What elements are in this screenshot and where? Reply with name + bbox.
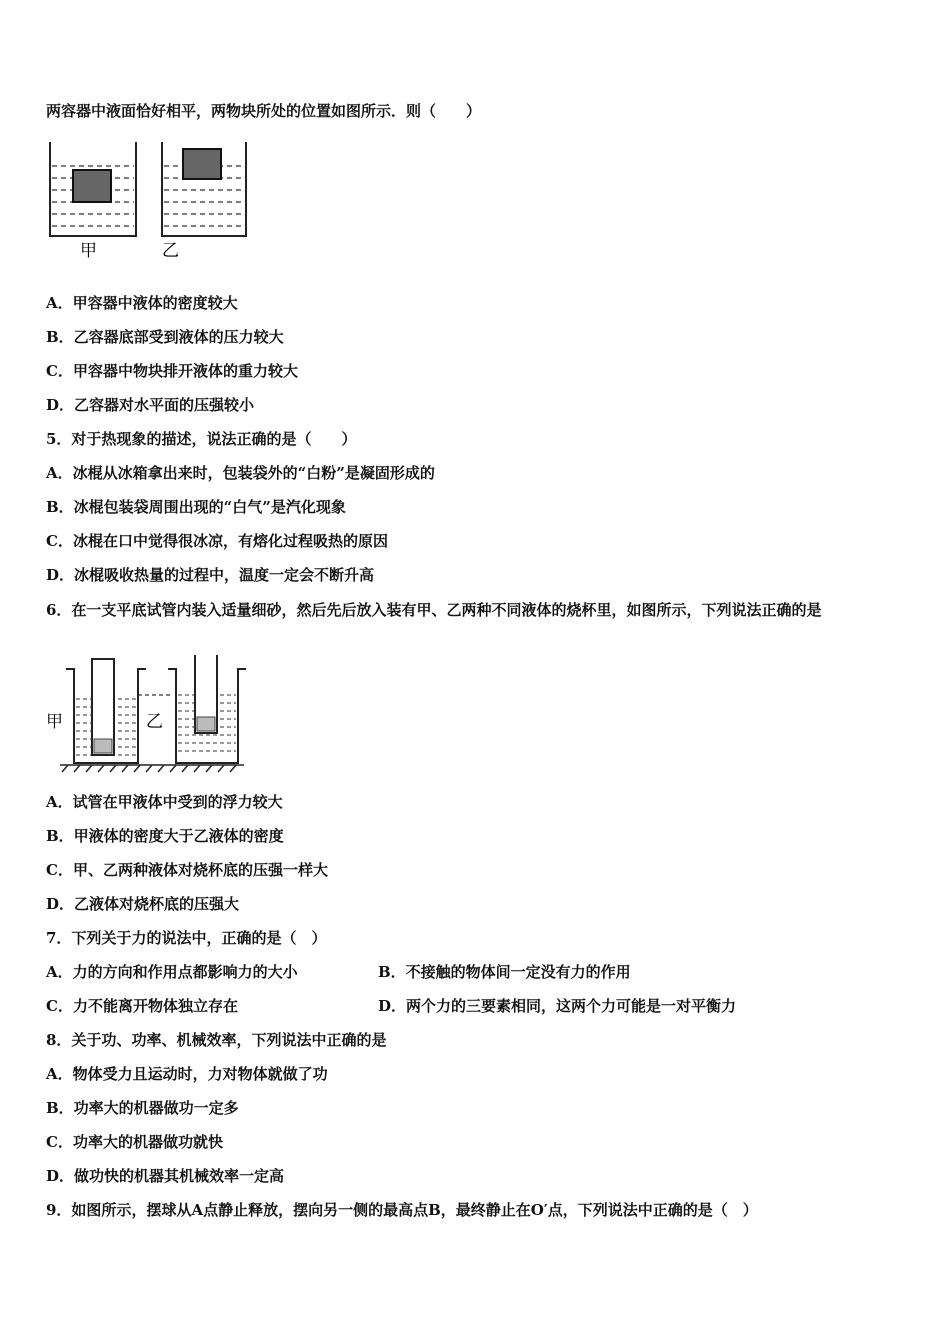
q6-option-d: D．乙液体对烧杯底的压强大 [46, 895, 240, 913]
q8-option-a: A．物体受力且运动时，力对物体就做了功 [46, 1065, 328, 1083]
q7-option-c: C．力不能离开物体独立存在 [46, 997, 238, 1015]
question-9-stem: 9．如图所示，摆球从A点静止释放，摆向另一侧的最高点B，最终静止在O′点，下列说法中正确的是（ ） [46, 1201, 758, 1219]
block-jia [73, 170, 111, 202]
q4-option-c: C．甲容器中物块排开液体的重力较大 [46, 362, 298, 380]
q5-option-c: C．冰棍在口中觉得很冰凉，有熔化过程吸热的原因 [46, 532, 388, 550]
block-yi [183, 149, 221, 179]
label-jia-2: 甲 [46, 712, 63, 732]
q4-option-b: B．乙容器底部受到液体的压力较大 [46, 328, 284, 346]
q4-option-d: D．乙容器对水平面的压强较小 [46, 396, 255, 414]
q7-option-b: B．不接触的物体间一定没有力的作用 [378, 963, 631, 981]
sand-yi [197, 717, 215, 731]
sand-jia [94, 739, 112, 753]
label-yi-2: 乙 [146, 712, 163, 732]
question-6-stem: 6．在一支平底试管内装入适量细砂，然后先后放入装有甲、乙两种不同液体的烧杯里，如图所示，下列说法正确的是 [46, 601, 822, 619]
q6-option-b: B．甲液体的密度大于乙液体的密度 [46, 827, 284, 845]
question-4-intro: 两容器中液面恰好相平，两物块所处的位置如图所示．则（ ） [46, 102, 482, 120]
label-jia: 甲 [80, 241, 97, 261]
q5-option-d: D．冰棍吸收热量的过程中，温度一定会不断升高 [46, 566, 375, 584]
q6-option-a: A．试管在甲液体中受到的浮力较大 [46, 793, 283, 811]
figure-containers-blocks [44, 140, 254, 262]
q5-option-b: B．冰棍包装袋周围出现的“白气”是汽化现象 [46, 498, 346, 516]
q8-option-d: D．做功快的机器其机械效率一定高 [46, 1167, 285, 1185]
q8-option-c: C．功率大的机器做功就快 [46, 1133, 223, 1151]
q4-option-a: A．甲容器中液体的密度较大 [46, 294, 238, 312]
q7-option-a: A．力的方向和作用点都影响力的大小 [46, 963, 298, 981]
q8-option-b: B．功率大的机器做功一定多 [46, 1099, 239, 1117]
q7-option-d: D．两个力的三要素相同，这两个力可能是一对平衡力 [378, 997, 737, 1015]
question-8-stem: 8．关于功、功率、机械效率，下列说法中正确的是 [46, 1031, 387, 1049]
question-7-stem: 7．下列关于力的说法中，正确的是（ ） [46, 929, 327, 947]
q6-option-c: C．甲、乙两种液体对烧杯底的压强一样大 [46, 861, 328, 879]
ground-line [60, 765, 244, 772]
label-yi: 乙 [162, 241, 179, 261]
figure-test-tubes [44, 655, 250, 775]
q5-option-a: A．冰棍从冰箱拿出来时，包装袋外的“白粉”是凝固形成的 [46, 464, 435, 482]
question-5-stem: 5．对于热现象的描述，说法正确的是（ ） [46, 430, 357, 448]
